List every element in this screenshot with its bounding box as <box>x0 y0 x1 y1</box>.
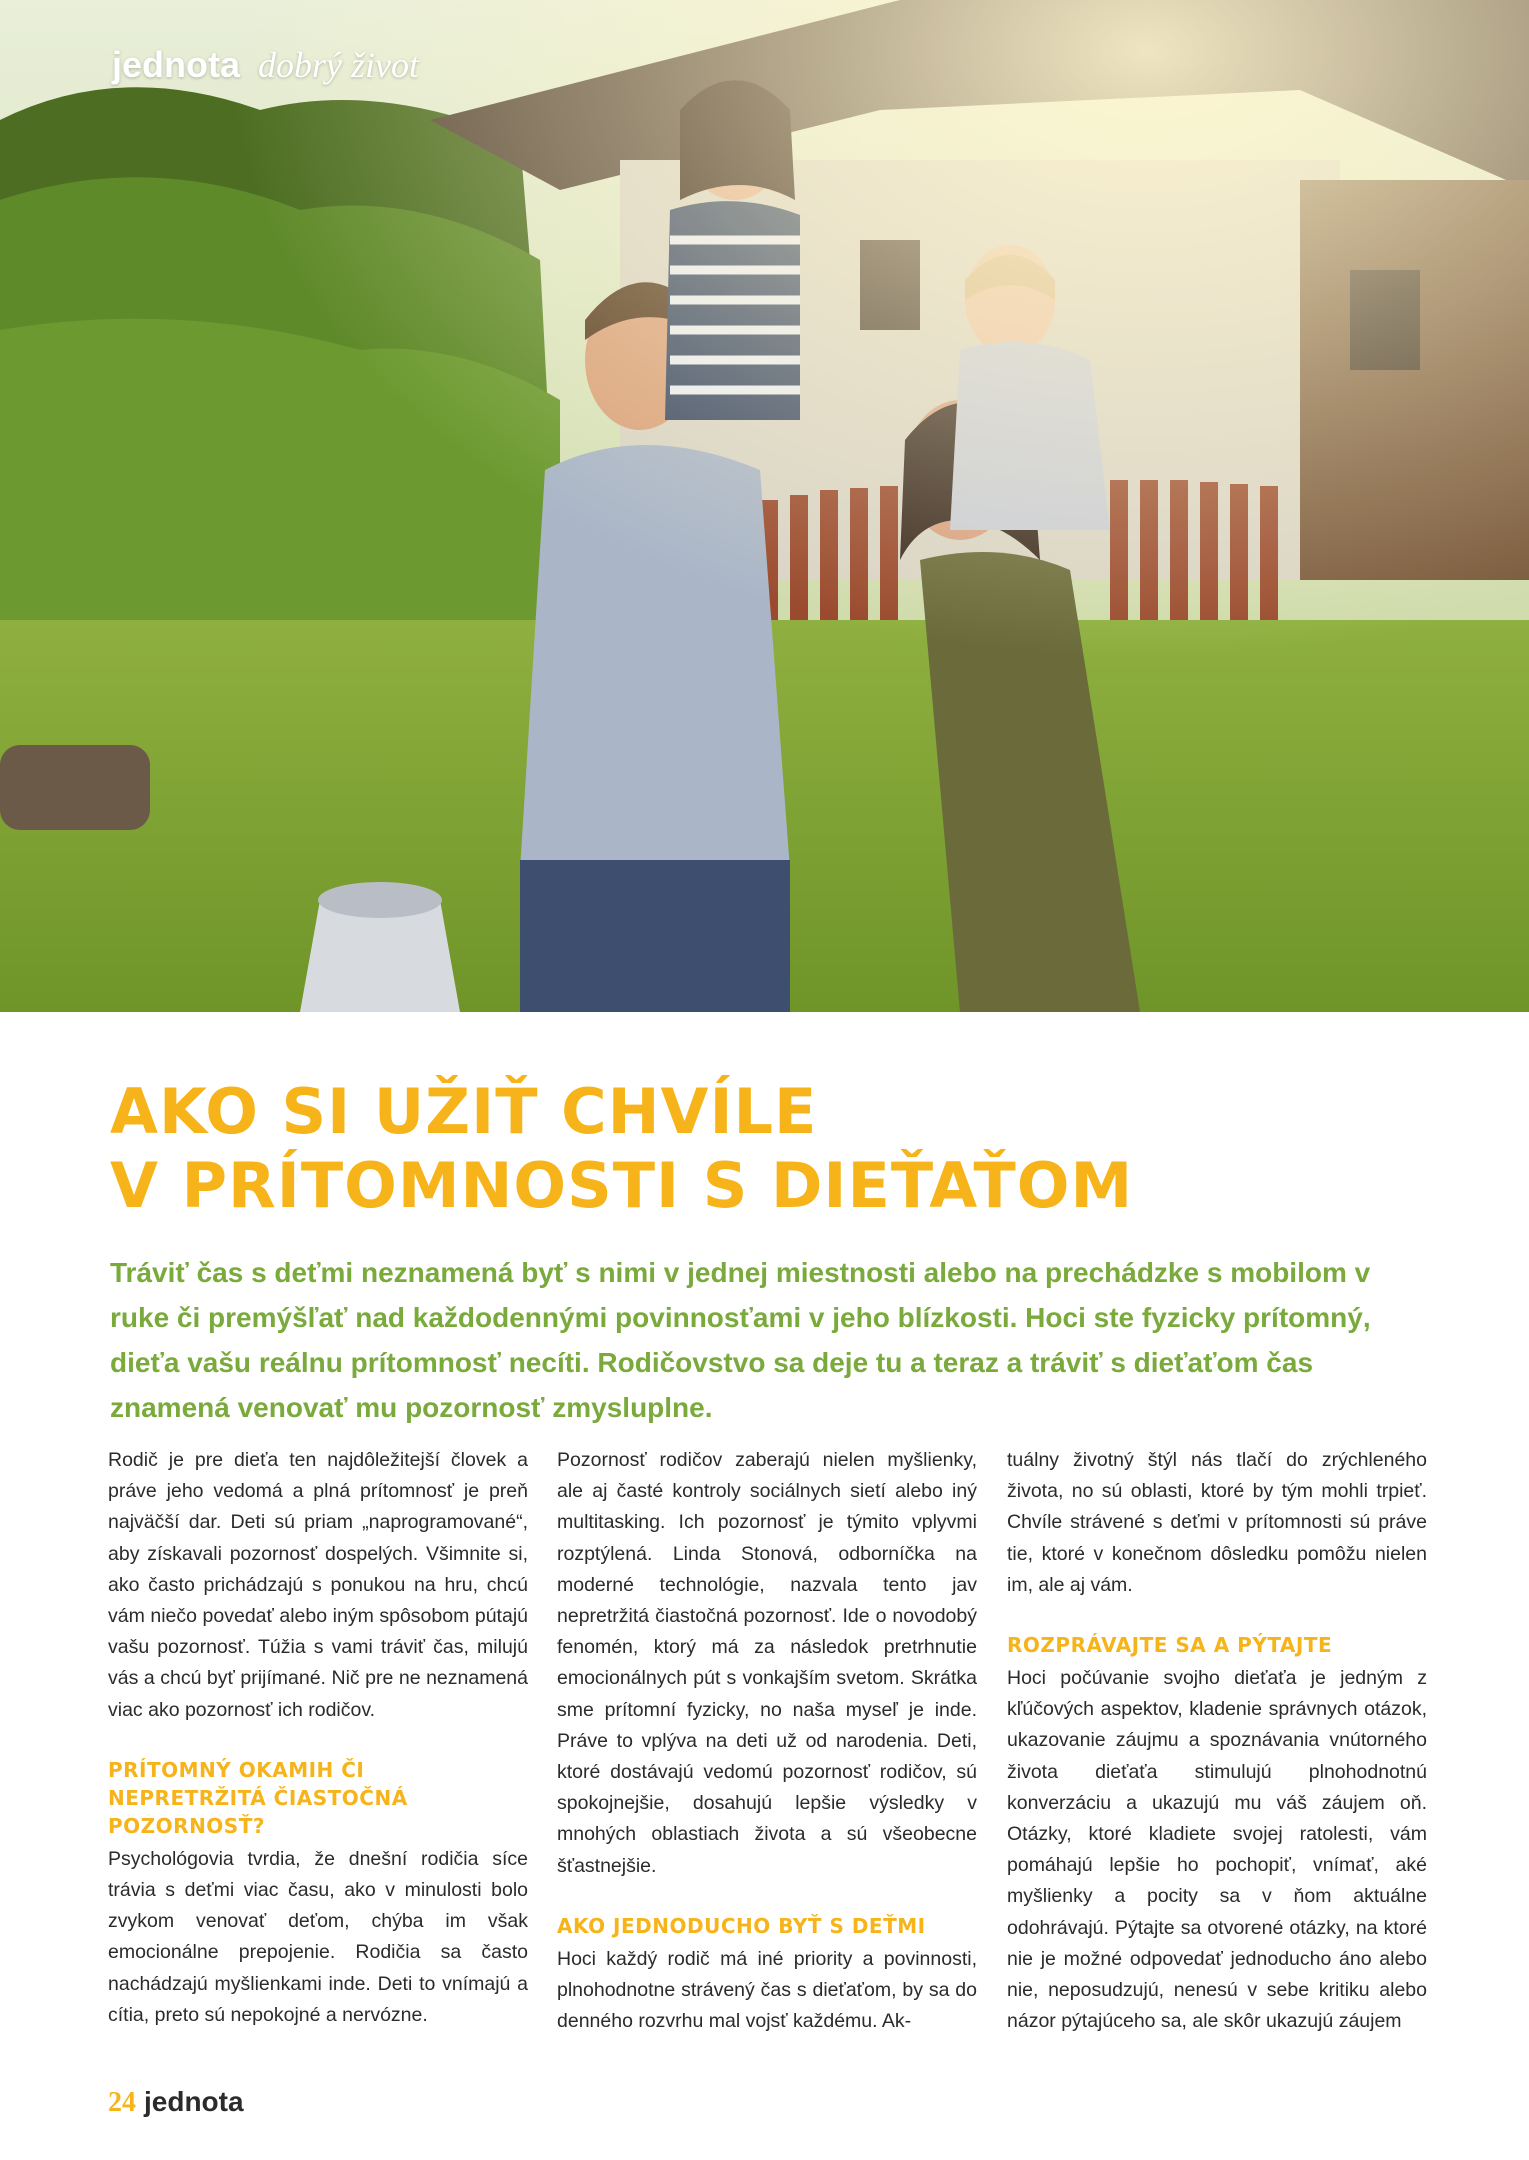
page-number: 24 <box>108 2087 136 2118</box>
column-1 <box>108 1445 528 2031</box>
col1-paragraph-2: Psychológovia tvrdia, že dnešní rodičia síce trávia s deťmi viac času, ako v minulosti bolo zvykom venovať deťom, chýba im však emocionálne prepojenie. Rodičia sa často nachádzajú myšlienkami inde. Deti to vnímajú a cítia, preto sú nepokojné a nervózne. <box>108 1847 528 2026</box>
article-title-line-2: V PRÍTOMNOSTI S DIEŤAŤOM <box>110 1149 1134 1222</box>
col3-subheading: ROZPRÁVAJTE SA A PÝTAJTE <box>1007 1633 1333 1658</box>
col2-paragraph-2: Hoci každý rodič má iné priority a povinnosti, plnohodnotne strávený čas s dieťaťom, by sa do denného rozvrhu mal vojsť každému. Ak- <box>557 1947 977 2033</box>
footer-brand: jednota <box>144 2086 244 2117</box>
article-title-line-1: AKO SI UŽIŤ CHVÍLE <box>110 1075 818 1148</box>
col2-paragraph-1: Pozornosť rodičov zaberajú nielen myšlienky, ale aj časté kontroly sociálnych sietí alebo iný multitasking. Ich pozornosť je týmito vplyvmi rozptýlená. Linda Stonová, odborníčka na moderné technológie, nazvala tento jav nepretržitá čiastočná pozornosť. Ide o novodobý fenomén, ktorý má za následok pretrhnutie emocionálnych pút s vonkajším svetom. Skrátka sme prítomní fyzicky, no naša myseľ je inde. Práve to vplýva na deti už od narodenia. Deti, ktoré dostávajú vedomú pozornosť rodičov, sú spokojnejšie, dosahujú lepšie výsledky v mnohých oblastiach života a sú všeobecne šťastnejšie. <box>557 1449 977 1877</box>
masthead <box>112 44 419 104</box>
col3-paragraph-2: Hoci počúvanie svojho dieťaťa je jedným z kľúčových aspektov, kladenie správnych otázok, ukazovanie záujmu a spoznávania vnútorného života dieťaťa stimulujú plnohodnotnú konverzáciu a ukazujú mu váš záujem oň. Otázky, ktoré kladiete svojej ratolesti, vám pomáhajú lepšie ho pochopiť, vnímať, aké myšlienky a pocity sa v ňom aktuálne odohrávajú. Pýtajte sa otvorené otázky, na ktoré nie je možné odpovedať jednoducho áno alebo nie, neposudzujú, nenesú v sebe kritiku alebo názor pýtajúceho sa, ale skôr ukazujú záujem <box>1007 1667 1427 2033</box>
column-3 <box>1007 1445 1427 2037</box>
col1-subheading: PRÍTOMNÝ OKAMIH ČI NEPRETRŽITÁ ČIASTOČNÁ POZORNOSŤ? <box>108 1757 408 1838</box>
article-title <box>110 1075 1430 1223</box>
page-footer <box>108 2086 244 2119</box>
col2-subheading: AKO JEDNODUCHO BYŤ S DEŤMI <box>557 1913 926 1938</box>
family-farm-illustration <box>0 0 1529 1012</box>
article-lead: Tráviť čas s deťmi neznamená byť s nimi v jednej miestnosti alebo na prechádzke s mobilom v ruke či premýšľať nad každodennými povinnosťami v jeho blízkosti. Hoci ste fyzicky prítomný, dieťa vašu reálnu prítomnosť necíti. Rodičovstvo sa deje tu a teraz a tráviť s dieťaťom čas znamená venovať mu pozornosť zmysluplne. <box>110 1257 1371 1423</box>
column-2 <box>557 1445 977 2037</box>
col3-paragraph-1: tuálny životný štýl nás tlačí do zrýchleného života, no sú oblasti, ktoré by tým mohli trpieť. Chvíle strávené s deťmi v prítomnosti sú práve tie, ktoré v konečnom dôsledku pomôžu nielen im, ale aj vám. <box>1007 1449 1427 1596</box>
masthead-section: dobrý život <box>258 45 419 85</box>
masthead-brand: jednota <box>112 44 241 85</box>
col1-paragraph-1: Rodič je pre dieťa ten najdôležitejší človek a práve jeho vedomá a plná prítomnosť je preň najväčší dar. Deti sú priam „naprogramované“, aby získavali pozornosť dospelých. Všimnite si, ako často prichádzajú s ponukou na hru, chcú vám niečo povedať alebo iným spôsobom pútajú vašu pozornosť. Túžia s vami tráviť čas, milujú vás a chcú byť prijímané. Nič pre ne neznamená viac ako pozornosť ich rodičov. <box>108 1449 528 1721</box>
hero-photo <box>0 0 1529 1012</box>
